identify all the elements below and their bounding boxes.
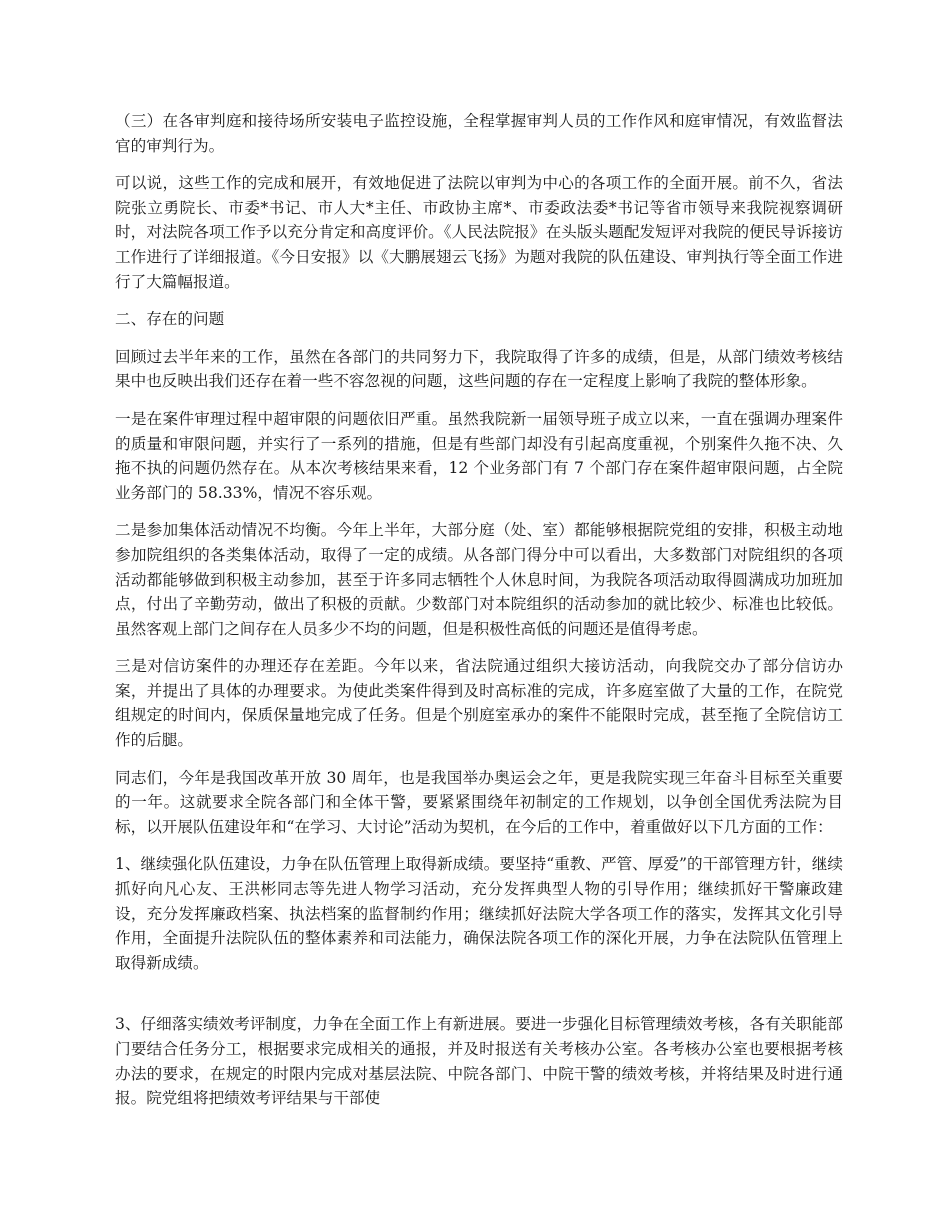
paragraph-task-one: 1、继续强化队伍建设，力争在队伍管理上取得新成绩。要坚持“重教、严管、厚爱”的干部管理方针，继续抓好向凡心友、王洪彬同志等先进人物学习活动，充分发挥典型人物的引导作用；继续抓好干警廉政建设，充分发挥廉政档案、执法档案的监督制约作用；继续抓好法院大学各项工作的落实，发挥其文化引导作用，全面提升法院队伍的整体素养和司法能力，确保法院各项工作的深化开展，力争在法院队伍管理上取得新成绩。 [115, 855, 843, 972]
paragraph-problem-two: 二是参加集体活动情况不均衡。今年上半年，大部分庭（处、室）都能够根据院党组的安排，积极主动地参加院组织的各类集体活动，取得了一定的成绩。从各部门得分中可以看出，大多数部门对院组织的各项活动都能够做到积极主动参加，甚至于许多同志牺牲个人休息时间，为我院各项活动取得圆满成功加班加点，付出了辛勤劳动，做出了积极的贡献。少数部门对本院组织的活动参加的就比较少、标准也比较低。虽然客观上部门之间存在人员多少不均的问题，但是积极性高低的问题还是值得考虑。 [115, 521, 843, 638]
paragraph-review: 回顾过去半年来的工作，虽然在各部门的共同努力下，我院取得了许多的成绩，但是，从部门绩效考核结果中也反映出我们还存在着一些不容忽视的问题，这些问题的存在一定程度上影响了我院的整体形象。 [115, 347, 843, 391]
paragraph-achievements: 可以说，这些工作的完成和展开，有效地促进了法院以审判为中心的各项工作的全面开展。前不久，省法院张立勇院长、市委*书记、市人大*主任、市政协主席*、市委政法委*书记等省市领导来我院视察调研时，对法院各项工作予以充分肯定和高度评价。《人民法院报》在头版头题配发短评对我院的便民导诉接访工作进行了详细报道。《今日安报》以《大鹏展翅云飞扬》为题对我院的队伍建设、审判执行等全面工作进行了大篇幅报道。 [115, 174, 843, 291]
paragraph-monitoring: （三）在各审判庭和接待场所安装电子监控设施，全程掌握审判人员的工作作风和庭审情况，有效监督法官的审判行为。 [115, 112, 843, 155]
paragraph-problem-three: 三是对信访案件的办理还存在差距。今年以来，省法院通过组织大接访活动，向我院交办了部分信访办案，并提出了具体的办理要求。为使此类案件得到及时高标准的完成，许多庭室做了大量的工作，在院党组规定的时间内，保质保量地完成了任务。但是个别庭室承办的案件不能限时完成，甚至拖了全院信访工作的后腿。 [115, 657, 843, 750]
section-heading-problems: 二、存在的问题 [115, 310, 225, 329]
paragraph-problem-one: 一是在案件审理过程中超审限的问题依旧严重。虽然我院新一届领导班子成立以来，一直在强调办理案件的质量和审限问题，并实行了一系列的措施，但是有些部门却没有引起高度重视，个别案件久拖不决、久拖不执的问题仍然存在。从本次考核结果来看，12 个业务部门有 7 个部门存在案件超审限问题，占全院业务部门的 58.33%，情况不容乐观。 [115, 409, 843, 502]
paragraph-task-three: 3、仔细落实绩效考评制度，力争在全面工作上有新进展。要进一步强化目标管理绩效考核，各有关职能部门要结合任务分工，根据要求完成相关的通报，并及时报送有关考核办公室。各考核办公室也要根据考核办法的要求，在规定的时限内完成对基层法院、中院各部门、中院干警的绩效考核，并将结果及时进行通报。院党组将把绩效考评结果与干部使 [115, 1015, 843, 1108]
document-page [115, 109, 843, 1124]
paragraph-comrades: 同志们，今年是我国改革开放 30 周年，也是我国举办奥运会之年，更是我院实现三年奋斗目标至关重要的一年。这就要求全院各部门和全体干警，要紧紧围绕年初制定的工作规划，以争创全国优秀法院为目标，以开展队伍建设年和“在学习、大讨论”活动为契机，在今后的工作中，着重做好以下几方面的工作： [115, 768, 843, 836]
